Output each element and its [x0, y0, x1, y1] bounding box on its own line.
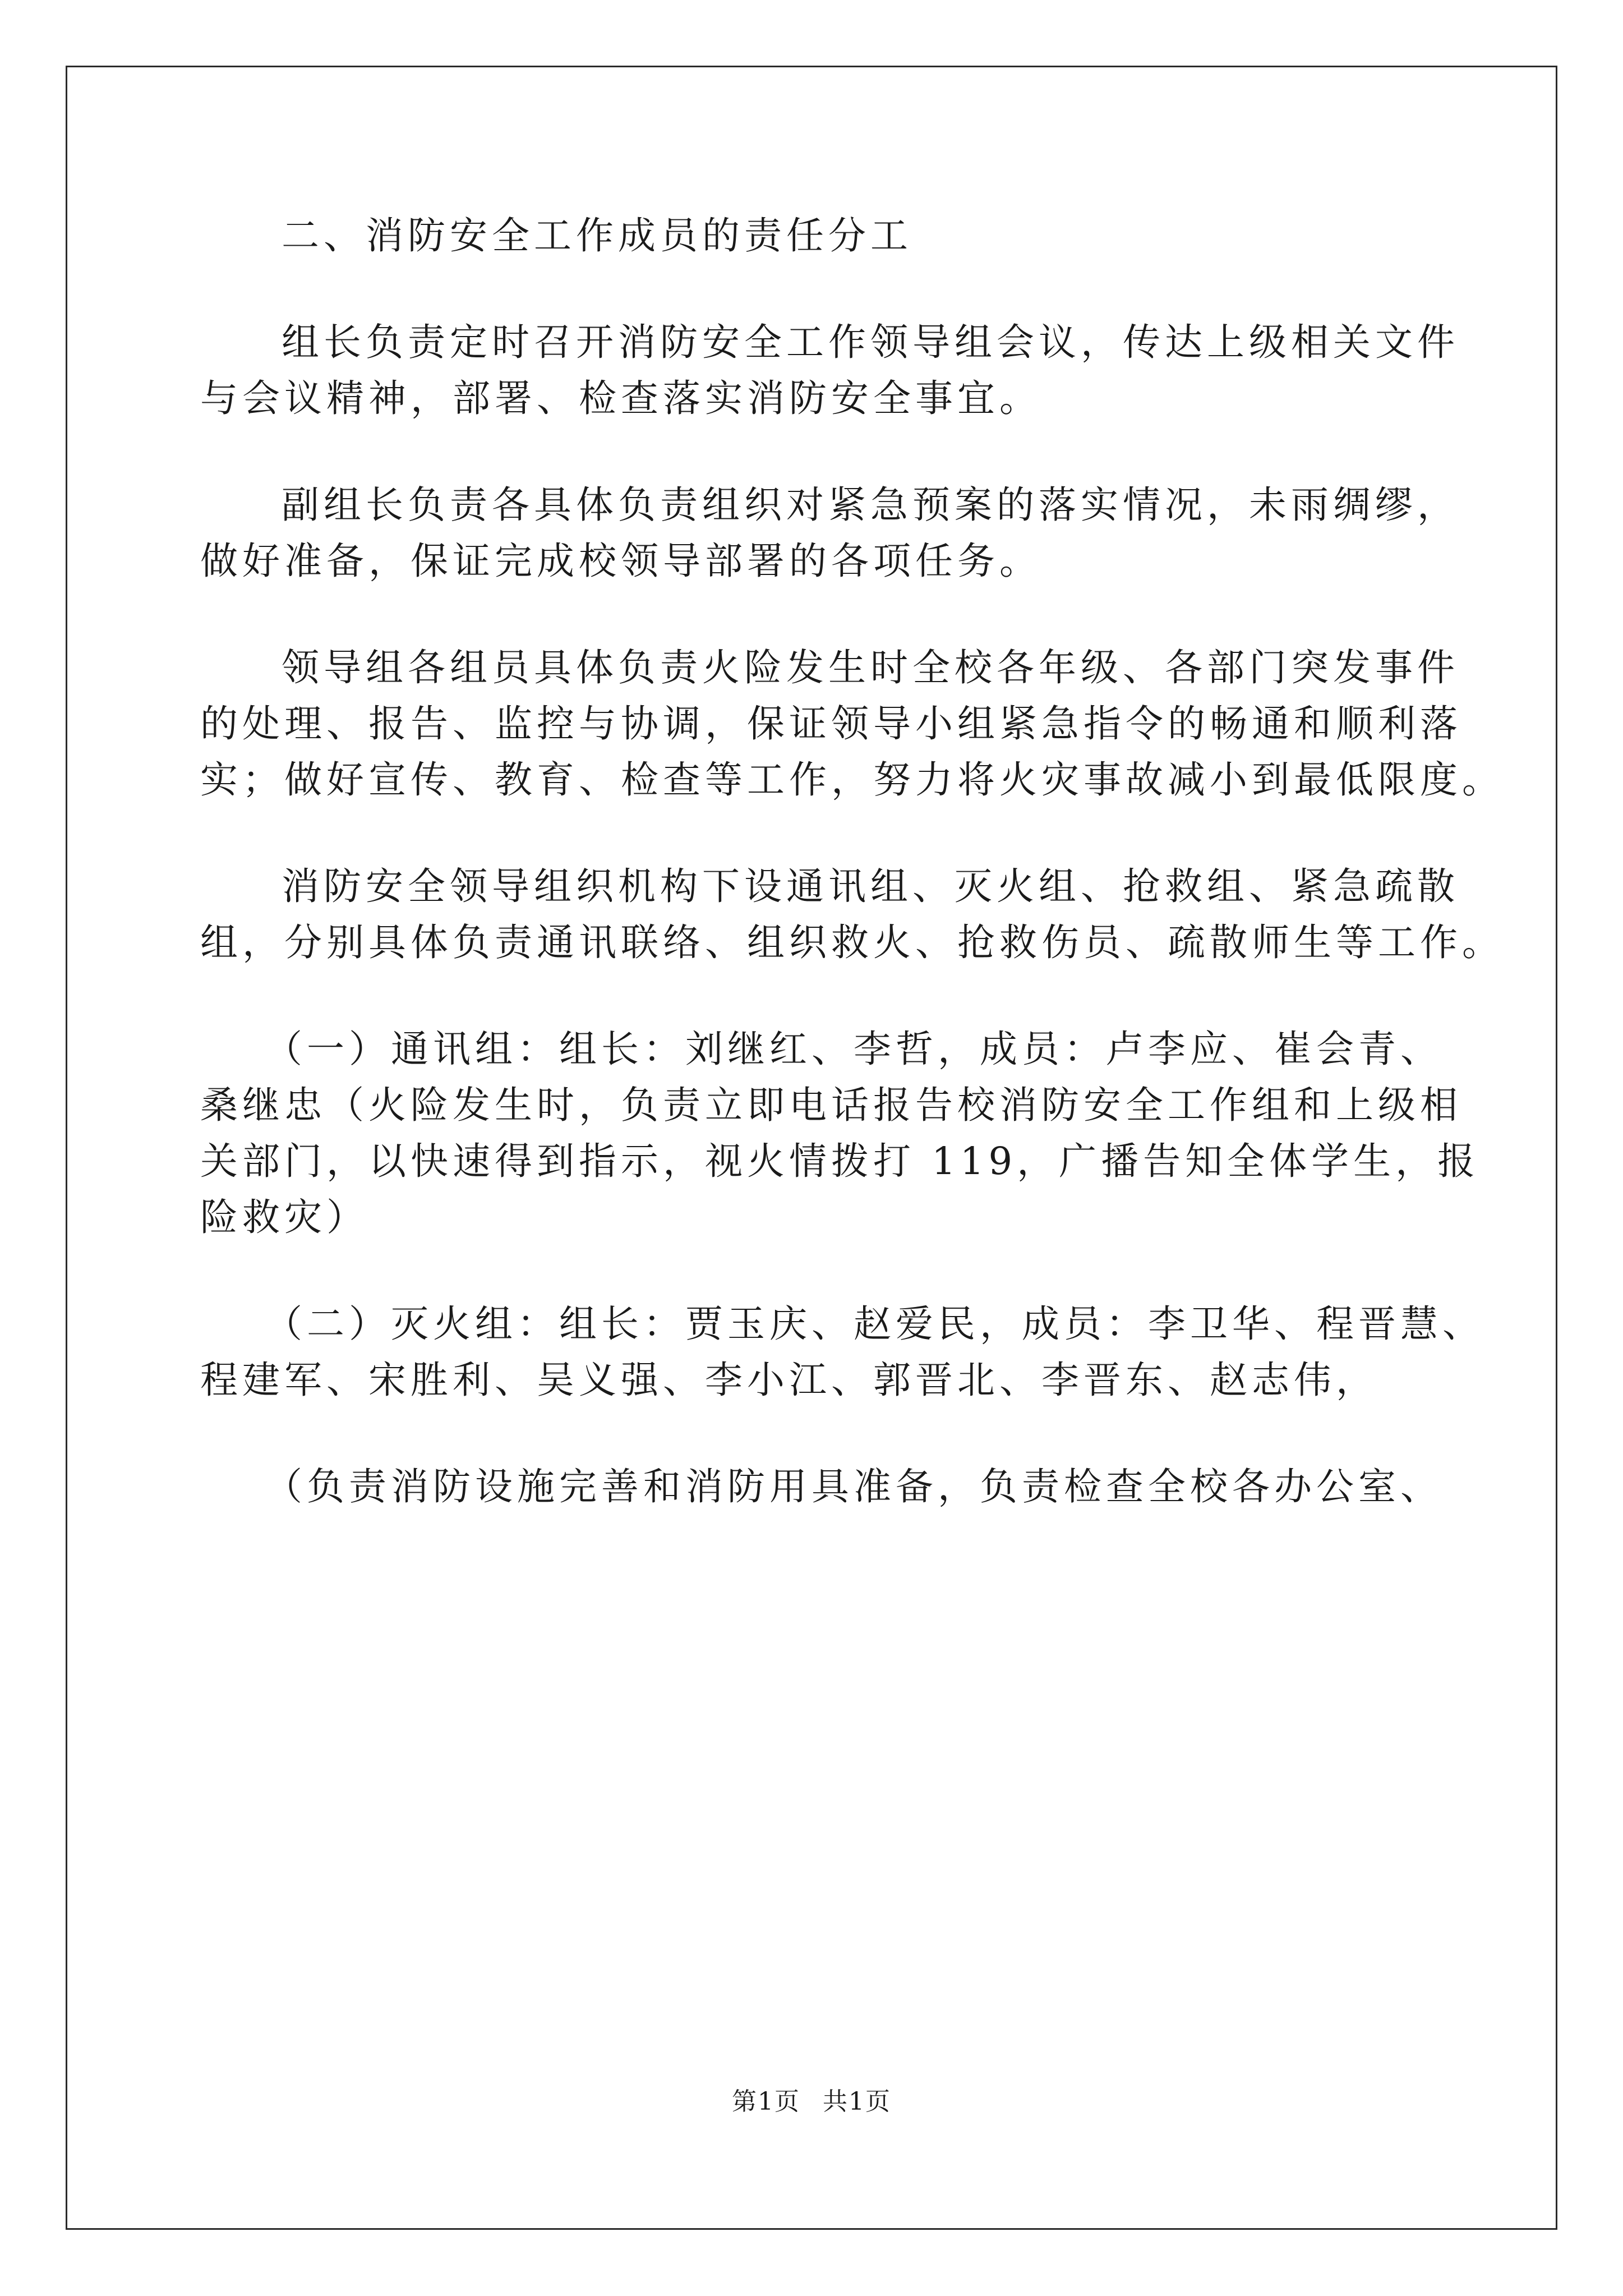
page-footer: [0, 2081, 1623, 2117]
page-total: 共1页: [823, 2087, 891, 2116]
paragraph-1: [200, 314, 1459, 426]
paragraph-line: 消防安全领导组织机构下设通讯组、灭火组、抢救组、紧急疏散: [282, 864, 1459, 908]
paragraph-line: 副组长负责各具体负责组织对紧急预案的落实情况，未雨绸缪，: [282, 483, 1459, 527]
paragraph-2: [200, 477, 1459, 589]
document-body: [200, 208, 1504, 1515]
paragraph-line: 的处理、报告、监控与协调，保证领导小组紧急指令的畅通和顺利落: [200, 702, 1462, 746]
paragraph-line: （二）灭火组：组长：贾玉庆、赵爱民，成员：李卫华、程晋慧、: [265, 1302, 1484, 1346]
paragraph-line: 程建军、宋胜利、吴义强、李小江、郭晋北、李晋东、赵志伟，: [200, 1358, 1378, 1402]
paragraph-line: 关部门，以快速得到指示，视火情拨打 119，广播告知全体学生，报: [200, 1139, 1480, 1183]
paragraph-4: [200, 858, 1504, 970]
page-number: 第1页: [732, 2087, 800, 2116]
paragraph-6: [200, 1296, 1484, 1408]
paragraph-line: 实；做好宣传、教育、检查等工作，努力将火灾事故减小到最低限度。: [200, 758, 1504, 802]
section-heading: 二、消防安全工作成员的责任分工: [282, 214, 912, 257]
paragraph-5: [200, 1021, 1480, 1245]
paragraph-3: [200, 639, 1504, 808]
paragraph-line: 桑继忠（火险发生时，负责立即电话报告校消防安全工作组和上级相: [200, 1083, 1462, 1127]
paragraph-line: （一）通讯组：组长：刘继红、李哲，成员：卢李应、崔会青、: [265, 1027, 1442, 1071]
paragraph-line: （负责消防设施完善和消防用具准备，负责检查全校各办公室、: [265, 1465, 1442, 1508]
paragraph-line: 组长负责定时召开消防安全工作领导组会议，传达上级相关文件: [282, 320, 1459, 364]
paragraph-line: 险救灾）: [200, 1195, 368, 1239]
paragraph-line: 做好准备，保证完成校领导部署的各项任务。: [200, 539, 1041, 583]
paragraph-line: 组，分别具体负责通讯联络、组织救火、抢救伤员、疏散师生等工作。: [200, 921, 1504, 964]
paragraph-7: [200, 1458, 1442, 1515]
paragraph-line: 与会议精神，部署、检查落实消防安全事宜。: [200, 376, 1041, 420]
paragraph-line: 领导组各组员具体负责火险发生时全校各年级、各部门突发事件: [282, 646, 1459, 689]
